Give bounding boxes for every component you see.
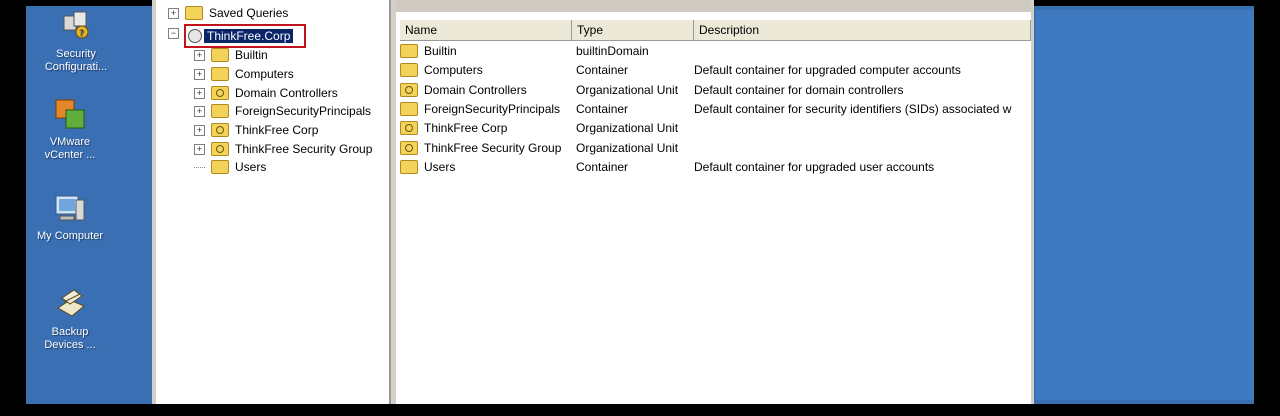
folder-icon [211, 67, 229, 81]
tree-item-label: Builtin [235, 48, 268, 62]
row-description: Default container for security identifiers (SIDs) associated w [694, 101, 1012, 116]
desktop-icon-label: Configurati... [44, 61, 108, 73]
row-description: Default container for upgraded computer accounts [694, 62, 961, 77]
desktop-icon-label: Backup [51, 326, 89, 338]
tree-item[interactable] [194, 121, 318, 139]
desktop-icon-label: VMware [49, 136, 91, 148]
list-row[interactable] [400, 41, 1031, 60]
tree-item-label: ForeignSecurityPrincipals [235, 104, 372, 118]
folder-icon [400, 44, 418, 58]
desktop-icon-security[interactable] [26, 8, 126, 74]
desktop-icon-label: Security [56, 48, 96, 60]
list-row[interactable] [400, 60, 1031, 79]
ou-folder-icon [400, 83, 418, 97]
row-description: Default container for domain controllers [694, 82, 904, 97]
folder-icon [400, 160, 418, 174]
row-name: Users [424, 159, 456, 174]
column-header-description[interactable]: Description [694, 20, 1031, 40]
tree-item[interactable] [194, 140, 372, 158]
ou-folder-icon [400, 141, 418, 155]
vmware-icon [52, 96, 88, 132]
desktop-icon-backup[interactable] [26, 286, 120, 352]
row-name: ThinkFree Security Group [424, 140, 562, 155]
desktop-icon-label: My Computer [36, 230, 104, 242]
row-name: Domain Controllers [424, 82, 527, 97]
folder-icon [211, 104, 229, 118]
list-row[interactable] [400, 80, 1031, 99]
tree-item[interactable] [194, 46, 268, 64]
folder-icon [185, 6, 203, 20]
tree-item[interactable] [194, 84, 338, 102]
tree-item[interactable] [194, 158, 266, 176]
expand-icon[interactable]: + [194, 144, 205, 155]
list-pane[interactable] [396, 0, 1031, 404]
desktop-icon-label: Devices ... [44, 339, 96, 351]
desktop-right-area [1036, 10, 1254, 400]
tree-item-label: Computers [235, 67, 294, 81]
backup-icon [52, 286, 88, 322]
expand-icon[interactable]: + [194, 88, 205, 99]
aduc-window [152, 0, 1034, 404]
tree-item-label: ThinkFree Corp [235, 123, 319, 137]
expand-icon[interactable]: + [194, 69, 205, 80]
ou-folder-icon [211, 123, 229, 137]
my-computer-icon [52, 190, 88, 226]
row-name: ForeignSecurityPrincipals [424, 101, 561, 116]
column-header-type[interactable]: Type [572, 20, 694, 40]
tree-item[interactable] [194, 102, 371, 120]
collapse-icon[interactable]: − [168, 28, 179, 39]
folder-icon [400, 102, 418, 116]
list-row[interactable] [400, 138, 1031, 157]
toolbar-strip [396, 0, 1031, 12]
row-type: Organizational Unit [576, 120, 679, 135]
desktop-icon-label: vCenter ... [44, 149, 96, 161]
column-header-name[interactable]: Name [400, 20, 572, 40]
tree-item-domain-collapse[interactable] [168, 24, 185, 42]
row-type: Container [576, 159, 629, 174]
expand-icon[interactable]: + [168, 8, 179, 19]
selected-domain-node[interactable] [184, 24, 306, 48]
row-type: Organizational Unit [576, 140, 679, 155]
tree-pane[interactable] [156, 0, 391, 404]
selected-node-label: ThinkFree.Corp [204, 29, 293, 43]
list-row[interactable] [400, 157, 1031, 176]
list-header [400, 20, 1031, 41]
expand-icon[interactable]: + [194, 125, 205, 136]
folder-icon [211, 160, 229, 174]
list-row[interactable] [400, 118, 1031, 137]
row-name: ThinkFree Corp [424, 120, 508, 135]
desktop-icon-my-computer[interactable] [26, 190, 120, 243]
folder-icon [400, 63, 418, 77]
row-name: Builtin [424, 43, 457, 58]
ou-folder-icon [400, 121, 418, 135]
desktop-icon-vmware[interactable] [26, 96, 120, 162]
row-type: Container [576, 101, 629, 116]
expand-icon[interactable]: + [194, 50, 205, 61]
tree-item-label: Saved Queries [209, 6, 289, 20]
row-type: builtinDomain [576, 43, 649, 58]
tree-item-label: Domain Controllers [235, 86, 338, 100]
tree-item-saved-queries[interactable] [168, 4, 288, 22]
tree-item-label: Users [235, 160, 267, 174]
tree-item[interactable] [194, 65, 294, 83]
security-configuration-icon [58, 8, 94, 44]
tree-item-label: ThinkFree Security Group [235, 142, 373, 156]
row-type: Organizational Unit [576, 82, 679, 97]
tree-connector [194, 167, 205, 168]
expand-icon[interactable]: + [194, 106, 205, 117]
row-name: Computers [424, 62, 483, 77]
row-description: Default container for upgraded user accounts [694, 159, 935, 174]
domain-icon [188, 29, 202, 43]
ou-folder-icon [211, 86, 229, 100]
folder-icon [211, 48, 229, 62]
list-row[interactable] [400, 99, 1031, 118]
svg-text:?: ? [79, 29, 84, 39]
row-type: Container [576, 62, 629, 77]
ou-folder-icon [211, 142, 229, 156]
